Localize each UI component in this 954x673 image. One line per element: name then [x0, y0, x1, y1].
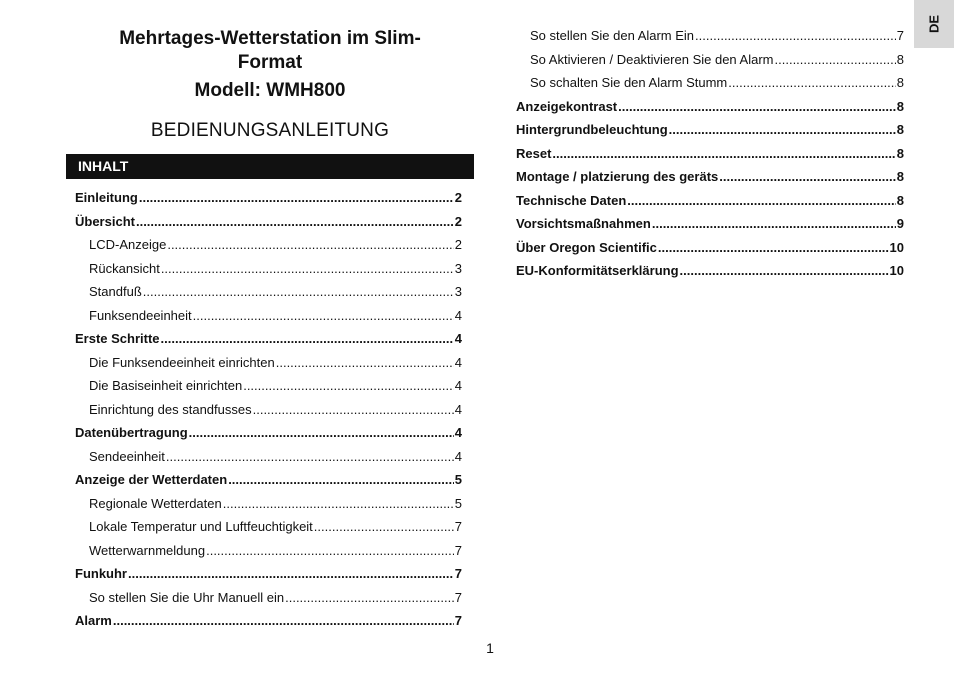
dot-leader	[775, 48, 896, 72]
dot-leader	[314, 515, 454, 539]
dot-leader	[719, 165, 896, 189]
toc-entry-label: Anzeigekontrast	[516, 98, 618, 114]
toc-entry-page: 7	[454, 519, 462, 534]
toc-entry-page: 7	[454, 566, 462, 581]
dot-leader	[167, 233, 453, 257]
toc-entry-label: Sendeeinheit	[89, 448, 165, 464]
toc-entry-label: Datenübertragung	[75, 425, 188, 440]
toc-entry-label: Über Oregon Scientific	[516, 239, 657, 255]
toc-entry-page: 8	[896, 75, 904, 90]
dot-leader	[161, 327, 454, 351]
toc-entry-label: Standfuß	[89, 284, 142, 299]
toc-entry-label: Funkuhr	[75, 566, 127, 581]
toc-entry[interactable]	[75, 327, 462, 351]
toc-entry-page: 2	[454, 237, 462, 252]
dot-leader	[680, 259, 889, 283]
toc-entry-page: 7	[896, 28, 904, 43]
document-title	[80, 27, 460, 75]
toc-entry[interactable]	[75, 304, 462, 328]
dot-leader	[161, 257, 454, 281]
language-tab	[914, 0, 954, 48]
dot-leader	[652, 212, 896, 236]
toc-entry-page: 2	[454, 213, 462, 229]
toc-entry[interactable]	[516, 118, 904, 142]
toc-entry-page: 8	[896, 169, 904, 184]
toc-entry[interactable]	[75, 468, 462, 492]
toc-entry-label: So stellen Sie den Alarm Ein	[530, 28, 695, 43]
dot-leader	[136, 210, 454, 234]
toc-entry-label: Montage / platzierung des geräts	[516, 169, 719, 184]
page-number: 1	[486, 640, 494, 656]
dot-leader	[618, 95, 896, 119]
toc-entry-page: 4	[454, 307, 462, 323]
toc-entry[interactable]	[516, 71, 904, 95]
dot-leader	[139, 186, 454, 210]
toc-entry-page: 4	[454, 354, 462, 370]
toc-entry[interactable]	[75, 210, 462, 234]
toc-entry-label: Technische Daten	[516, 192, 627, 208]
toc-entry-label: Alarm	[75, 613, 112, 628]
toc-entry-page: 7	[454, 613, 462, 628]
dot-leader	[552, 142, 895, 166]
toc-entry-label: Reset	[516, 145, 552, 161]
toc-entry-page: 4	[454, 331, 462, 346]
manual-subtitle: BEDIENUNGSANLEITUNG	[150, 120, 390, 141]
toc-entry-page: 8	[896, 51, 904, 67]
toc-entry-page: 3	[454, 260, 462, 276]
toc-entry-page: 3	[454, 284, 462, 299]
dot-leader	[728, 71, 896, 95]
toc-entry-label: Anzeige der Wetterdaten	[75, 472, 228, 487]
toc-entry-label: Regionale Wetterdaten	[89, 495, 222, 511]
toc-entry-page: 2	[454, 190, 462, 205]
toc-entry[interactable]	[75, 539, 462, 563]
dot-leader	[206, 539, 454, 563]
title-line-2: Format	[237, 52, 303, 73]
toc-entry-label: Die Funksendeeinheit einrichten	[89, 354, 275, 370]
dot-leader	[189, 421, 454, 445]
toc-entry-label: Einrichtung des standfusses	[89, 401, 252, 417]
toc-entry-page: 4	[454, 448, 462, 464]
dot-leader	[223, 492, 454, 516]
toc-entry[interactable]	[75, 515, 462, 539]
toc-entry-page: 4	[454, 378, 462, 393]
toc-entry-page: 10	[889, 239, 904, 255]
toc-entry-label: So Aktivieren / Deaktivieren Sie den Alarm	[530, 51, 774, 67]
toc-entry-label: Erste Schritte	[75, 331, 160, 346]
dot-leader	[128, 562, 454, 586]
toc-entry[interactable]	[516, 95, 904, 119]
toc-entry[interactable]	[75, 445, 462, 469]
toc-entry[interactable]	[75, 280, 462, 304]
toc-entry-label: Rückansicht	[89, 260, 160, 276]
toc-entry[interactable]	[516, 48, 904, 72]
toc-entry-label: Wetterwarnmeldung	[89, 542, 206, 558]
toc-entry[interactable]	[516, 142, 904, 166]
toc-entry[interactable]	[75, 257, 462, 281]
toc-entry-label: So stellen Sie die Uhr Manuell ein	[89, 589, 285, 605]
dot-leader	[627, 189, 895, 213]
toc-entry-page: 4	[454, 401, 462, 417]
dot-leader	[285, 586, 454, 610]
toc-entry-page: 7	[454, 589, 462, 605]
toc-entry[interactable]	[516, 259, 904, 283]
toc-entry-page: 5	[454, 472, 462, 487]
model-title: Modell: WMH800	[194, 80, 346, 101]
dot-leader	[276, 351, 454, 375]
toc-entry-page: 8	[896, 98, 904, 114]
dot-leader	[166, 445, 454, 469]
toc-column-right	[516, 24, 904, 283]
dot-leader	[695, 24, 896, 48]
toc-entry-label: LCD-Anzeige	[89, 237, 167, 252]
toc-entry-page: 4	[454, 425, 462, 440]
toc-entry-page: 8	[896, 122, 904, 137]
toc-entry-label: Funksendeeinheit	[89, 307, 192, 323]
toc-entry-page: 8	[896, 145, 904, 161]
toc-entry[interactable]	[75, 186, 462, 210]
dot-leader	[243, 374, 454, 398]
toc-entry-label: Übersicht	[75, 213, 135, 229]
toc-entry-page: 5	[454, 495, 462, 511]
toc-entry-page: 9	[896, 216, 904, 231]
toc-entry[interactable]	[75, 233, 462, 257]
toc-entry[interactable]	[516, 165, 904, 189]
toc-entry[interactable]	[516, 24, 904, 48]
toc-entry-page: 7	[454, 542, 462, 558]
contents-heading: INHALT	[66, 154, 474, 179]
toc-entry[interactable]	[75, 562, 462, 586]
language-code: DE	[926, 14, 942, 34]
dot-leader	[193, 304, 454, 328]
toc-entry-label: So schalten Sie den Alarm Stumm	[530, 75, 728, 90]
toc-entry[interactable]	[75, 421, 462, 445]
toc-entry-page: 10	[889, 263, 904, 278]
toc-entry[interactable]	[75, 398, 462, 422]
dot-leader	[228, 468, 454, 492]
dot-leader	[658, 236, 889, 260]
toc-column-left	[75, 186, 462, 633]
dot-leader	[253, 398, 454, 422]
dot-leader	[669, 118, 896, 142]
toc-entry[interactable]	[516, 236, 904, 260]
toc-entry-label: Einleitung	[75, 190, 138, 205]
toc-entry-label: EU-Konformitätserklärung	[516, 263, 679, 278]
title-line-1: Mehrtages-Wetterstation im Slim-	[119, 28, 421, 49]
toc-entry[interactable]	[75, 374, 462, 398]
toc-entry[interactable]	[75, 609, 462, 633]
toc-entry-page: 8	[896, 192, 904, 208]
dot-leader	[113, 609, 454, 633]
toc-entry[interactable]	[75, 492, 462, 516]
toc-entry-label: Hintergrundbeleuchtung	[516, 122, 668, 137]
toc-entry[interactable]	[516, 189, 904, 213]
toc-entry-label: Die Basiseinheit einrichten	[89, 378, 243, 393]
toc-entry-label: Lokale Temperatur und Luftfeuchtigkeit	[89, 519, 313, 534]
toc-entry[interactable]	[75, 586, 462, 610]
toc-entry[interactable]	[75, 351, 462, 375]
dot-leader	[143, 280, 454, 304]
toc-entry-label: Vorsichtsmaßnahmen	[516, 216, 651, 231]
toc-entry[interactable]	[516, 212, 904, 236]
